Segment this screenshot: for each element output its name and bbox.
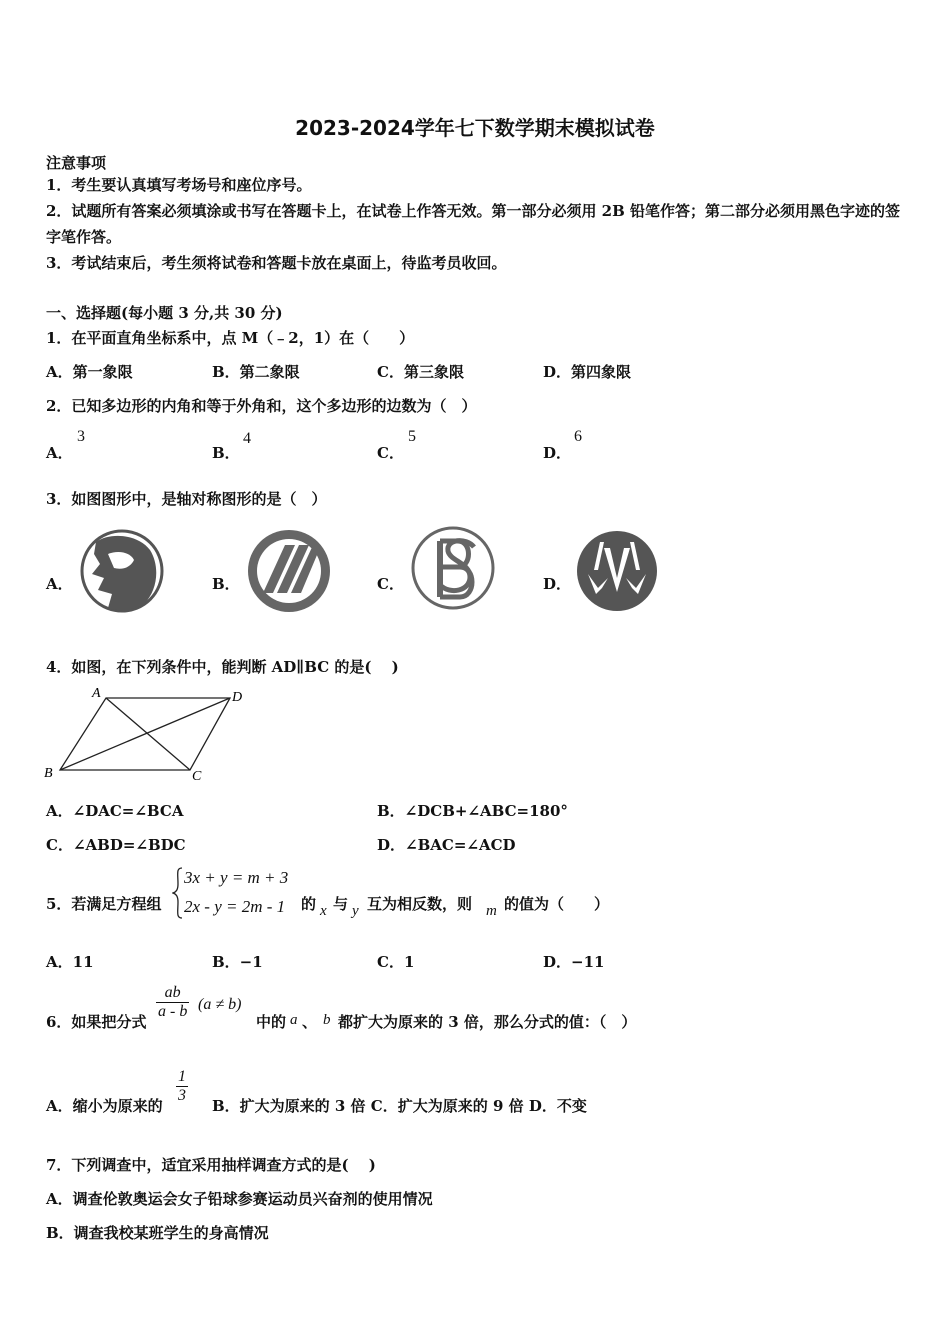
q6-option-a-numerator: 1	[178, 1068, 186, 1085]
q6-var-a: a	[290, 1012, 298, 1028]
q5-option-b: B．−1	[212, 953, 263, 971]
logo-d-peaks-icon	[574, 528, 660, 614]
q6-option-a-fraction	[176, 1068, 188, 1105]
q6-suffix: 都扩大为原来的 3 倍，那么分式的值：（ ）	[338, 1013, 637, 1031]
logo-b-stripes-icon	[245, 527, 333, 615]
q6-var-b: b	[323, 1012, 331, 1028]
question-3-stem: 3．如图图形中，是轴对称图形的是（ ）	[46, 490, 327, 508]
logo-c-monogram-icon	[410, 525, 496, 611]
q1-option-a: A．第一象限	[46, 363, 133, 381]
q2-option-d-label: D．	[543, 444, 572, 462]
notice-list	[46, 172, 906, 276]
q5-mid1: 的	[301, 895, 317, 913]
q6-option-a-denominator: 3	[178, 1087, 186, 1104]
q2-option-d-value: 6	[574, 428, 582, 445]
q5-prefix: 5．若满足方程组	[46, 895, 162, 913]
q6-mid: 中的	[256, 1013, 287, 1031]
page-title: 2023-2024学年七下数学期末模拟试卷	[295, 116, 655, 140]
section-heading: 一、选择题(每小题 3 分,共 30 分)	[46, 304, 283, 322]
q3-option-d-label: D．	[543, 575, 572, 593]
q4-option-d: D．∠BAC=∠ACD	[377, 836, 516, 854]
q7-option-b: B．调查我校某班学生的身高情况	[46, 1224, 269, 1242]
q2-option-c-label: C．	[377, 444, 404, 462]
equation-1: 3x + y = m + 3	[184, 868, 289, 887]
q4-option-c: C．∠ABD=∠BDC	[46, 836, 186, 854]
q5-var-m: m	[486, 903, 497, 919]
q4-option-a: A．∠DAC=∠BCA	[46, 802, 184, 820]
q6-fraction-denominator: a - b	[158, 1003, 188, 1020]
q6-condition: (a ≠ b)	[198, 996, 242, 1013]
q2-option-b-label: B．	[212, 444, 240, 462]
figure-label-d: D	[232, 690, 243, 705]
q2-option-c-value: 5	[408, 428, 416, 445]
q5-var-y: y	[352, 903, 359, 919]
q6-option-a-text: A．缩小为原来的	[46, 1097, 163, 1115]
q5-option-c: C．1	[377, 953, 415, 971]
q7-option-a: A．调查伦敦奥运会女子铅球参赛运动员兴奋剂的使用情况	[46, 1190, 433, 1208]
question-2-stem: 2．已知多边形的内角和等于外角和，这个多边形的边数为（ ）	[46, 397, 477, 415]
notice-item: 3．考试结束后，考生须将试卷和答题卡放在桌面上，待监考员收回。	[46, 254, 507, 272]
q5-mid2: 与	[333, 895, 349, 913]
question-4-stem: 4．如图，在下列条件中，能判断 AD∥BC 的是( )	[46, 658, 399, 676]
q5-option-d: D．−11	[543, 953, 605, 971]
q5-suffix: 的值为（ ）	[504, 895, 610, 913]
question-1-stem: 1．在平面直角坐标系中，点 M（﹣2，1）在（ ）	[46, 329, 415, 347]
system-brace	[172, 866, 184, 920]
notice-item: 1．考生要认真填写考场号和座位序号。	[46, 176, 312, 194]
q2-option-a-value: 3	[77, 428, 85, 445]
figure-label-b: B	[44, 766, 53, 781]
q5-var-x: x	[320, 903, 327, 919]
q6-prefix: 6．如果把分式	[46, 1013, 147, 1031]
figure-label-c: C	[192, 769, 202, 784]
q6-fraction	[156, 984, 189, 1021]
q2-option-b-value: 4	[243, 430, 251, 447]
q5-mid3: 互为相反数，则	[367, 895, 473, 913]
equation-2: 2x - y = 2m - 1	[184, 897, 286, 916]
q3-option-b-label: B．	[212, 575, 240, 593]
q6-fraction-numerator: ab	[156, 984, 189, 1003]
q5-option-a: A．11	[46, 953, 94, 971]
q1-option-b: B．第二象限	[212, 363, 300, 381]
q6-sep: 、	[302, 1013, 318, 1031]
question-7-stem: 7．下列调查中，适宜采用抽样调查方式的是( )	[46, 1156, 376, 1174]
q2-option-a-label: A．	[46, 444, 73, 462]
logo-a-head-icon	[78, 528, 164, 614]
q3-option-c-label: C．	[377, 575, 404, 593]
q3-option-a-label: A．	[46, 575, 73, 593]
notice-heading: 注意事项	[46, 154, 107, 172]
parallelogram-figure	[40, 684, 260, 784]
notice-item: 2．试题所有答案必须填涂或书写在答题卡上，在试卷上作答无效。第一部分必须用 2B 铅笔作答；第二部分必须用黑色字迹的签字笔作答。	[46, 202, 901, 246]
q6-options-bcd: B．扩大为原来的 3 倍 C．扩大为原来的 9 倍 D．不变	[212, 1097, 587, 1115]
q1-option-c: C．第三象限	[377, 363, 464, 381]
figure-label-a: A	[92, 686, 101, 701]
q4-option-b: B．∠DCB+∠ABC=180°	[377, 802, 568, 820]
q1-option-d: D．第四象限	[543, 363, 632, 381]
